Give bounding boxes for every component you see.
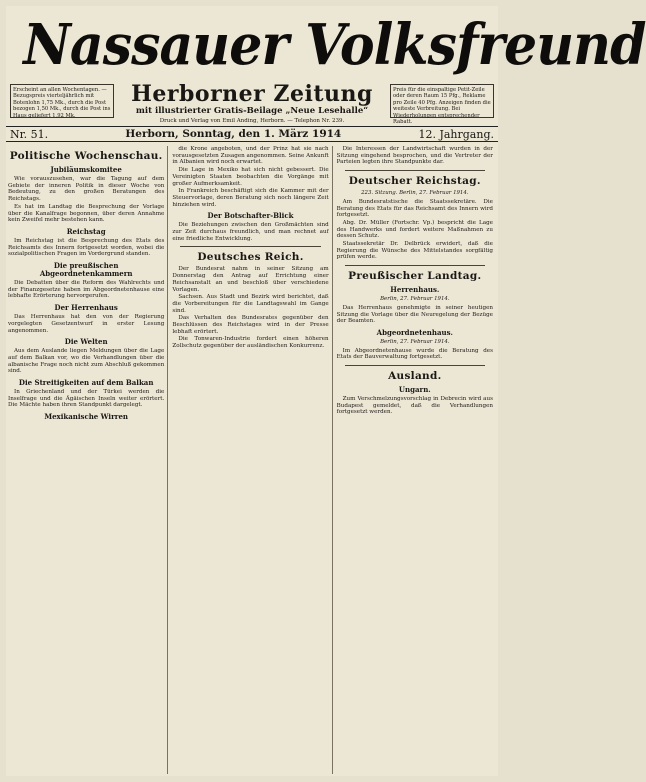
publisher-line: Druck und Verlag von Emil Anding, Herborn. — Telephon Nr. 239. [159,118,345,124]
section-divider [345,170,485,171]
section-divider [345,265,485,266]
session-info: Berlin, 27. Februar 1914. [380,338,450,345]
section-heading-abroad: Ausland. [388,370,442,383]
subheading: Die Welten [64,337,108,347]
paragraph: Abg. Dr. Müller (Fortschr. Vp.) bespricht die Lage des Handwerks und fordert weitere Maßnahmen zu dessen Schutz. [336,219,493,240]
paragraph: Das Herrenhaus hat den von der Regierung vorgelegten Gesetzentwurf in erster Lesung angenommen. [8,314,165,334]
paragraph: Das Herrenhaus genehmigte in seiner heutigen Sitzung die Vorlage über die Neuregelung der Bezüge der Beamten. [336,304,493,325]
paragraph: die Krone angeboten, und der Prinz hat sie nach vorausgesetzten Zusagen angenommen. Seine Ankunft in Albanien wird noch erwartet. [172,146,329,166]
subheading: Der Herrenhaus [54,303,118,313]
section-heading-prussian-landtag: Preußischer Landtag. [348,270,482,283]
paragraph: Am Bundesratstische die Staatssekretäre. Die Beratung des Etats für das Reichsamt des Innern wird fortgesetzt. [336,198,493,219]
subheading: Abgeordnetenhaus. [376,327,453,337]
paragraph: Es hat im Landtag die Besprechung der Vorlage über die Kanalfrage begonnen, über deren Annahme kein Zweifel mehr bestehen kann. [8,203,165,224]
subheading: Reichstag [66,226,106,236]
paragraph: Im Abgeordnetenhause wurde die Beratung des Etats der Bauverwaltung fortgesetzt. [336,347,493,361]
subheading: Die Streitigkeiten auf dem Balkan [18,378,154,388]
column-2 [172,146,332,774]
newspaper-page [6,6,646,776]
newspaper-subtitle: Herborner Zeitung [131,81,373,107]
paragraph: Zum Verschmelzungsvorschlag in Debrecin wird aus Budapest gemeldet, daß die Verhandlungen fortgesetzt werden. [336,396,493,416]
session-info: Berlin, 27. Februar 1914. [380,296,450,303]
paragraph: Die Lage in Mexiko hat sich nicht gebessert. Die Vereinigten Staaten beobachten die Vorgänge mit großer Aufmerksamkeit. [172,167,329,187]
issue-number: Nr. 51. [10,127,49,141]
subheading: Herrenhaus. [390,285,440,295]
paragraph: Staatssekretär Dr. Delbrück erwidert, daß die Regierung die Wünsche des Mittelstandes sorgfältig prüfen werde. [336,241,493,261]
subscription-info-box: Erscheint an allen Wochentagen. — Bezugspreis vierteljährlich mit Botenlohn 1,75 Mk., durch die Post bezogen 1,50 Mk., durch die Post ins Haus geliefert 1,92 Mk. [10,84,114,118]
paragraph: Der Bundesrat nahm in seiner Sitzung am Donnerstag den Antrag auf Errichtung einer Reichsanstalt an und beschloß über verschiedene Vorlagen. [172,266,329,293]
paragraph: Die Interessen der Landwirtschaft wurden in der Sitzung eingehend besprochen, und die Vertreter der Parteien legten ihre Standpunkte dar. [336,146,493,166]
column-1 [8,146,168,774]
paragraph: Die Tonwaren-Industrie fordert einen höheren Zollschutz gegenüber der ausländischen Konkurrenz. [172,336,329,350]
paragraph: Die Beziehungen zwischen den Großmächten sind zur Zeit durchaus freundlich, und man rechnet auf eine friedliche Entwicklung. [172,222,329,242]
section-divider [345,365,485,366]
section-heading-reichstag: Deutscher Reichstag. [348,175,481,188]
subheading: Jubiläumskomitee [50,165,122,174]
session-info: 223. Sitzung. Berlin, 27. Februar 1914. [361,190,469,197]
section-heading-political-review: Politische Wochenschau. [9,150,163,162]
volume-year: 12. Jahrgang. [418,127,494,141]
place-date: Herborn, Sonntag, den 1. März 1914 [125,128,342,140]
paragraph: In Frankreich beschäftigt sich die Kammer mit der Steuervorlage, deren Beratung sich noch längere Zeit hinziehen wird. [172,188,329,208]
paragraph: Aus dem Auslande liegen Meldungen über die Lage auf dem Balkan vor, wo die Verhandlungen über die albanische Frage noch nicht zum Abschluß gekommen sind. [8,348,165,375]
subheading: Mexikanische Wirren [44,412,128,422]
column-3 [337,146,496,774]
paragraph: Sachsen. Aus Stadt und Bezirk wird berichtet, daß die Vorbereitungen für die Landtagswahl im Gange sind. [172,294,329,314]
masthead [6,6,646,126]
supplement-line: mit illustrierter Gratis-Beilage „Neue Lesehalle“ [135,106,369,116]
paragraph: Das Verhalten des Bundesrates gegenüber den Beschlüssen des Reichstages wird in der Presse lebhaft erörtert. [172,315,329,335]
advertising-info-box: Preis für die einspaltige Petit-Zeile oder deren Raum 15 Pfg., Reklame pro Zeile 40 Pfg. Anzeigen finden die weiteste Verbreitung. Bei Wiederholungen entsprechender Rabatt. [390,84,494,118]
subheading: Die preußischen Abgeordnetenkammern [39,261,133,279]
paragraph: Im Reichstag ist die Besprechung des Etats des Reichsamts des Innern fortgesetzt worden, wobei die sozialpolitischen Fragen im Vordergrund standen. [8,237,165,258]
article-columns [8,146,496,774]
subheading: Ungarn. [398,385,431,395]
newspaper-title: Nassauer Volksfreund [23,12,646,78]
dateline-bar [6,126,498,142]
section-divider [180,246,320,247]
paragraph: In Griechenland und der Türkei werden die Inselfrage und die Ägäischen Inseln weiter erörtert. Die Mächte haben ihren Standpunkt dargelegt. [8,389,165,409]
subheading: Der Botschafter-Blick [207,211,294,221]
paragraph: Wie vorauszusehen, war die Tagung auf dem Gebiete der inneren Politik in dieser Woche von Bedeutung, zu den großen Beratungen des Reichstags. [8,176,165,203]
section-heading-german-reich: Deutsches Reich. [197,251,304,264]
paragraph: Die Debatten über die Reform des Wahlrechts und der Finanzgesetze haben im Abgeordnetenhause eine lebhafte Erörterung hervorgerufen. [8,280,165,300]
